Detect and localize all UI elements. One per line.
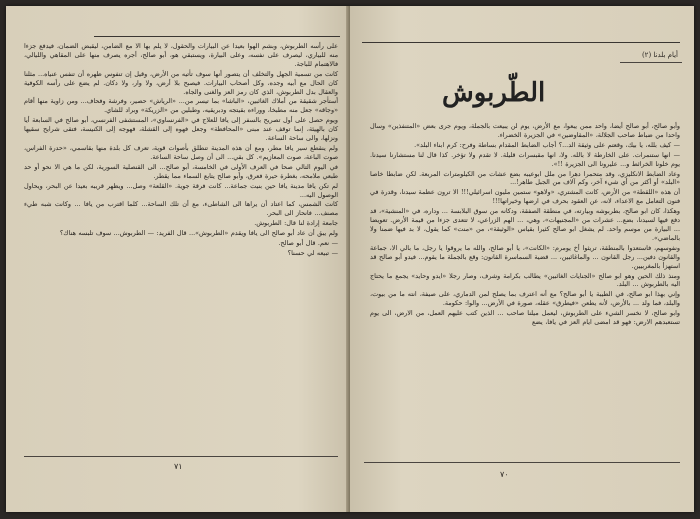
page-number: ٧٠ bbox=[500, 470, 509, 479]
running-head: أيام بلدنا (٢) bbox=[641, 51, 678, 59]
body-paragraph: ونفوسهم، فاستعدوا بالمنطقة، تريثوا أخ يومرم: «الكانت»، يا أبو صالح، والله ما يروقوا يا رجل، ما بالي الا، جماعة والقانون دفين... رجل القانون ... والماغائبين، ... قضية السماسرة القانون: وقع بالجملة ما يقوم... فيدو أبو صالح قد استهزأ بالمغربيين. bbox=[370, 243, 680, 270]
body-paragraph: أستأجر شقيقة من أملاك الغائبين، «الباشا» بما تيسر من... «الرياش» حصير، وفرشة وفحاف... ومن زاوية منها أقام «وجاقه» جعل منه مطبخا، ووراءه بقيتجه ودبريقيه، وطبلين من «الزريكة» وبراد للشاي. bbox=[24, 97, 338, 115]
body-paragraph: ولم ينقطع سير يافا مطر، ومع أن هذه المدينة تنطلق بأصوات قوية، تعرف كل بلدة منها بقاسمي، «حدرة الفراس، صوت الباعة، صوت المعازيم». كل بقي... الى أن وصل ساحة الساعة. bbox=[24, 143, 338, 161]
left-page-body bbox=[24, 42, 338, 259]
header-rule bbox=[362, 42, 680, 43]
body-paragraph: ولم يبق أن عاد أبو صالح الى يافا ويقدم «الطربوش»... قال الفريد: — الطربوش... سوف تلبسه هناك؟ bbox=[59, 229, 338, 238]
body-paragraph: كانت من تسمية الجهل والتخلف أن يتصور أنها سوف تأتيه من الأرض، وقيل إن تنفوس ظهره أن تنفس عنياه... مثلنا كان الحال مع أبيه وجده، وكل أصحاب البيارات. فيصبح بلا أرض، ولا وار، ولا دكان. لم يضع على رأسه الكوفية والعقال بدل الطربوش، الذي كان رمز العز والغنى والجاه. bbox=[24, 69, 338, 96]
bottom-rule bbox=[24, 456, 338, 457]
body-paragraph: — تبيعه لي حسنا؟ bbox=[287, 248, 338, 257]
body-paragraph: لم تكن يافا مدينة يافا حين بنيت جماعة... كانت فرقة جوية. «القلعة» وصل... ويظهر قريبه بعيدا عن البحر، ويحاول الوصول اليه... bbox=[24, 181, 338, 199]
left-page bbox=[6, 6, 350, 512]
bottom-rule bbox=[364, 462, 680, 463]
body-paragraph: ويوم حصل على أول تصريح بالسفر إلى يافا للعلاج في «الفرنساوي»، المستشفى الفرنسي، أبو صالح في السابعة أيا كان بالهيئة، إنما توقف عند مبنى «المحافظة» وجعل فهوه إلى القشلة، فهوجه إلى الكنيسة، فتقى شرايح سقيها ونزلها، والى ساحة الساعة. bbox=[24, 116, 338, 143]
body-paragraph: جامعة إرادة لنا قال: الطربوش. bbox=[254, 219, 338, 228]
body-paragraph: — انها ستنمرات. على الخارطة لا بالله. ولا، انها مقبسرات قليلة. لا تقدم ولا تؤخر. كذا قال لنا مستشارنا سيدنا. يوم خلونا الخرائط و... عليرونا الى الجزيرة !!». bbox=[370, 150, 680, 168]
book-spread bbox=[6, 6, 694, 512]
header-underline bbox=[620, 62, 682, 63]
right-page bbox=[350, 6, 694, 512]
chapter-title: الطّربوش bbox=[442, 78, 546, 108]
body-paragraph: على رأسه الطربوش، وبشم الهوا بعيدا عن البيارات والحقول، لا يلم بها الا مع الضامن، ليقبض الضمان، فيدفع جزءا منه للبياري، ليصرف على نفسه، وعلى البيارة، ويستبقي هو، أبو صالح، أجره يصرف منها على المقاهي والليالي، فالاهتمام للباجة. bbox=[24, 42, 338, 68]
body-paragraph: أن هذه «اللقطة» من الأرض، كانت المشتري، «ولاهو» ستمين مليون اسرائيلي!!! الا ترون عظمة سيدنا، وقدرة في فنون التعامل مع الاعداء، لانه، عن العقود بحرف في ارضها وخيراتها!!! bbox=[370, 188, 680, 206]
body-paragraph: وإني بهذا ابو صالح، في الطيبة يا أبو صالح؟ مع أنه اعترف بما يصلح لمن الدماري، على صيفة، انته ما من بيوت، والبلد، فما ولد ... بالأرض، لأنه يطعن «فيطرق» عقله، صورة في الأرض... والوا: حكومة. bbox=[370, 290, 680, 308]
body-paragraph: وأبو صالح، أبو صالح أيضا، واحد ممن يبعوا، مع الأرض، يوم لن يبيعت بالجملة، ويوم جرى بعض «المتنفذين» وسال واحدا من ضباط صاحب الجلالة، «المقاوضين» في الجزيرة الخضراء. bbox=[370, 122, 680, 139]
right-page-body bbox=[370, 122, 680, 328]
body-paragraph: كانت الشمس، كما اعتاد أن يراها الى الشاطىء، مع أن تلك الساحة... كلما اقترب من يافا ... وكانت شبه طيء مصنف... فانحاز الى البحر. bbox=[24, 200, 338, 218]
body-paragraph: ومنذ ذلك الحين وهو ابو صالح «الجنايات الغائبين» يطالب بكرامة وشرف، وصار رجلا «ايدو وحايد» يجمع ما يحتاج اليه بالطربوش ... البلد. bbox=[370, 271, 680, 289]
body-paragraph: وهكذا، كان ابو صالح، بطربوشه وبيارته، في منطقة الصفقة، ودكانه من سوق البلابسة ... وداره، في «المنشية»، قد دفع فيها لسيدنا، بضع... عشرات من «المجنيهات»، وهي، ... الهم الزراعي، لا تتعدى جزءا من قيمة الأرض. تعويضا ... البيارة من موسم واحد. لم يشغل ابو صالح كثيرا بقياس «الوثيقة»، من «منت» كما يقول، لا بد فيها ضمنا ولا بالماضي». bbox=[370, 207, 680, 242]
page-number: ٧١ bbox=[174, 462, 183, 471]
body-paragraph: وعاد الضابط الانكليزي، وقد متحمرا دهرا من ملل ابوعيبه بضع عشات من الكيلومترات المربعة. لكن ضابطا خاصا «البلد» أو أكثر من أي شيء آخر، وكم آلاف من الجبل طاهر!... bbox=[370, 169, 680, 187]
top-rule bbox=[94, 36, 340, 37]
body-paragraph: وابو صالح، لا نخسر الشيء على الطربوش، ليعمل ميلنا صاحب ... الذين كتب عليهم العمل، من الارض، الى يوم تستعبدهم الارض: فهو قد امضى ايام العز في يافا، يضع bbox=[370, 309, 680, 327]
body-paragraph: — نعم. قال أبو صالح. bbox=[278, 239, 338, 248]
body-paragraph: في اليوم التالي صحا في العرف الأولى في الخامسة، أبو صالح... الى القنصلية السورية، لكن ما هي الا نحو أو حد طبعي ملامحه، بغطرة حيرة فعرق، وأبو صالح يتابع السماء مما يقطر. bbox=[24, 162, 338, 180]
body-paragraph: — كيف بلله، يا بيك، وقعتم على وثيقة الد...؟ أجاب الضابط المقدام بساطة وفرح: كرم ابناء البلد». bbox=[414, 140, 680, 149]
